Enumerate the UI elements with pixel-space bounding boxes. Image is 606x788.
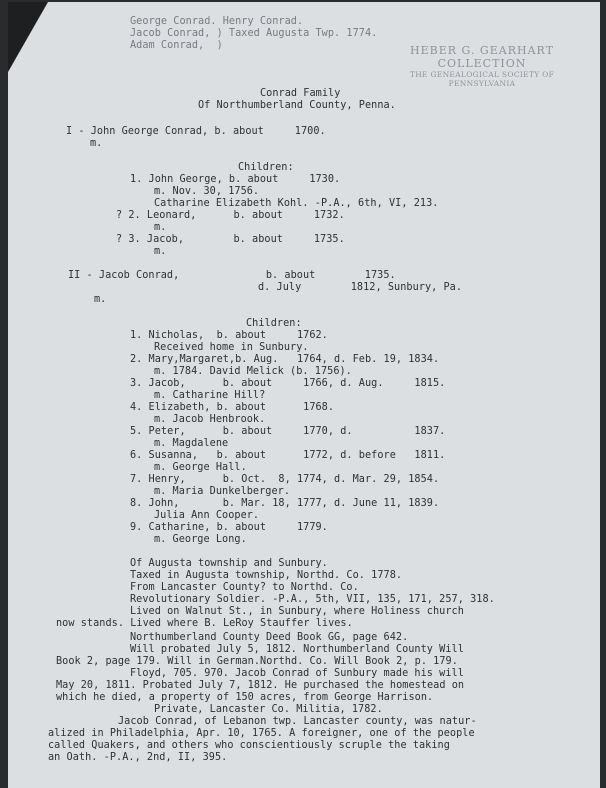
text-line: Catharine Elizabeth Kohl. -P.A., 6th, VI, 213. [154,198,439,209]
text-line: From Lancaster County? to Northd. Co. [130,582,359,593]
text-line: 4. Elizabeth, b. about 1768. [130,402,335,413]
text-line: 5. Peter, b. about 1770, d. 1837. [130,426,446,437]
text-line: m. Maria Dunkelberger. [154,486,291,497]
text-line: Children: [238,162,294,173]
stamp-line-3: THE GENEALOGICAL SOCIETY OF PENNSYLVANIA [409,70,555,88]
stamp-line-2: COLLECTION [437,57,527,70]
text-line: m. [154,222,167,233]
text-line: m. [94,294,107,305]
text-line: m. Nov. 30, 1756. [154,186,260,197]
text-line: 9. Catharine, b. about 1779. [130,522,328,533]
text-line: Adam Conrad, ) [130,40,223,51]
text-line: 3. Jacob, b. about 1766, d. Aug. 1815. [130,378,446,389]
document-page [8,2,600,788]
text-line: Will probated July 5, 1812. Northumberland County Will [130,644,464,655]
text-line: now stands. Lived where B. LeRoy Stauffer lives. [56,618,353,629]
text-line: 7. Henry, b. Oct. 8, 1774, d. Mar. 29, 1854. [130,474,440,485]
text-line: Of Northumberland County, Penna. [198,100,396,111]
text-line: called Quakers, and others who conscientiously scruple the taking [48,740,450,751]
text-line: alized in Philadelphia, Apr. 10, 1765. A foreigner, one of the people [48,728,475,739]
text-line: Jacob Conrad, of Lebanon twp. Lancaster county, was natur- [118,716,477,727]
text-line: ? 3. Jacob, b. about 1735. [116,234,345,245]
text-line: m. Catharine Hill? [154,390,266,401]
text-line: 6. Susanna, b. about 1772, d. before 1811. [130,450,446,461]
text-line: Northumberland County Deed Book GG, page 642. [130,632,409,643]
text-line: 1. Nicholas, b. about 1762. [130,330,328,341]
text-line: 8. John, b. Mar. 18, 1777, d. June 11, 1839. [130,498,440,509]
text-line: which he died, a property of 150 acres, from George Harrison. [56,692,434,703]
text-line: m. Magdalene [154,438,229,449]
text-line: George Conrad. Henry Conrad. [130,16,304,27]
text-line: m. [154,246,167,257]
text-line: 1. John George, b. about 1730. [130,174,341,185]
collection-stamp [382,44,582,88]
text-line: an Oath. -P.A., 2nd, II, 395. [48,752,228,763]
text-line: 2. Mary,Margaret,b. Aug. 1764, d. Feb. 19, 1834. [130,354,440,365]
text-line: m. Jacob Henbrook. [154,414,266,425]
text-line: Book 2, page 179. Will in German.Northd. Co. Will Book 2, p. 179. [56,656,458,667]
text-line: Of Augusta township and Sunbury. [130,558,328,569]
text-line: Conrad Family [260,88,341,99]
text-line: Taxed in Augusta township, Northd. Co. 1778. [130,570,403,581]
text-line: Revolutionary Soldier. -P.A., 5th, VII, 135, 171, 257, 318. [130,594,495,605]
text-line: Jacob Conrad, ) Taxed Augusta Twp. 1774. [130,28,378,39]
stamp-line-1: HEBER G. GEARHART [410,44,554,57]
text-line: May 20, 1811. Probated July 7, 1812. He purchased the homestead on [56,680,465,691]
torn-corner [8,2,48,72]
text-line: m. 1784. David Melick (b. 1756). [154,366,352,377]
text-line: Private, Lancaster Co. Militia, 1782. [154,704,383,715]
text-line: Lived on Walnut St., in Sunbury, where Holiness church [130,606,464,617]
text-line: d. July 1812, Sunbury, Pa. [258,282,463,293]
text-line: ? 2. Leonard, b. about 1732. [116,210,345,221]
text-line: m. [90,138,103,149]
text-line: m. George Hall. [154,462,247,473]
text-line: I - John George Conrad, b. about 1700. [66,126,326,137]
text-line: Children: [246,318,302,329]
text-line: Received home in Sunbury. [154,342,309,353]
text-line: Julia Ann Cooper. [154,510,260,521]
text-line: m. George Long. [154,534,247,545]
text-line: Floyd, 705. 970. Jacob Conrad of Sunbury made his will [130,668,464,679]
text-line: II - Jacob Conrad, b. about 1735. [68,270,396,281]
